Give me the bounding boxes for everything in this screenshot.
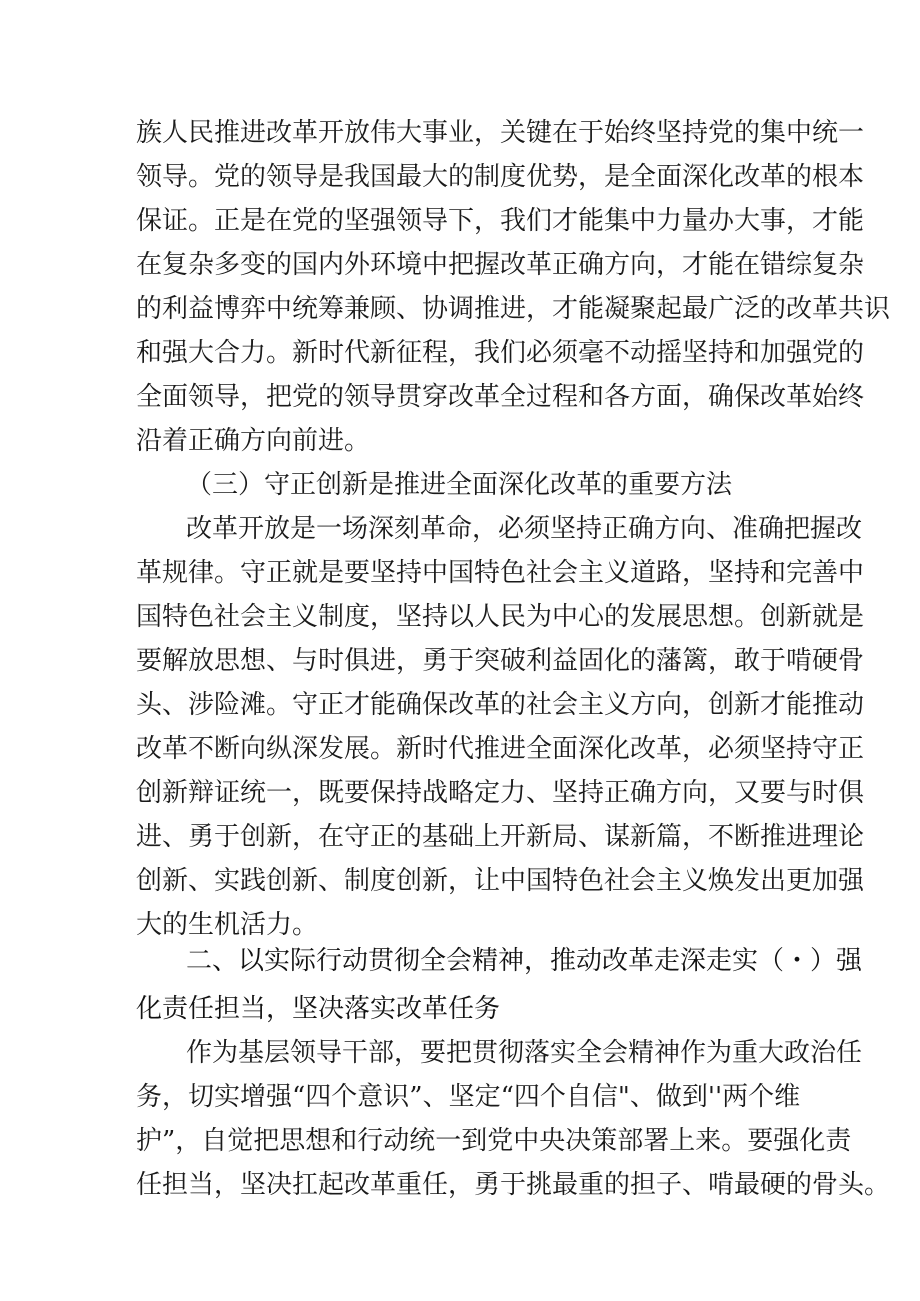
text-line: 的利益博弈中统筹兼顾、协调推进，才能凝聚起最广泛的改革共识 [136,294,891,324]
text-line: 改革开放是一场深刻革命，必须坚持正确方向、准确把握改 [186,514,863,544]
text-line: 创新、实践创新、制度创新，让中国特色社会主义焕发出更加强 [136,866,865,896]
text-line: 护”，自觉把思想和行动统一到党中央决策部署上来。要强化责 [136,1126,852,1156]
text-line: 作为基层领导干部，要把贯彻落实全会精神作为重大政治任 [186,1038,863,1068]
heading-line: 化责任担当，坚决落实改革任务 [136,994,501,1024]
text-line: 族人民推进改革开放伟大事业，关键在于始终坚持党的集中统一 [136,118,865,148]
text-line: 全面领导，把党的领导贯穿改革全过程和各方面，确保改革始终 [136,382,865,412]
subheading-three: （三）守正创新是推进全面深化改革的重要方法 [186,470,733,500]
text-line: 沿着正确方向前进。 [136,426,371,456]
text-line: 务，切实增强“四个意识”、坚定“四个自信"、做到''两个维 [136,1082,801,1112]
text-line: 创新辩证统一，既要保持战略定力、坚持正确方向，又要与时俱 [136,778,865,808]
heading-line: 二、以实际行动贯彻全会精神，推动改革走深走实（・）强 [186,946,863,976]
text-line: 在复杂多变的国内外环境中把握改革正确方向，才能在错综复杂 [136,250,865,280]
text-line: 进、勇于创新，在守正的基础上开新局、谋新篇，不断推进理论 [136,822,865,852]
text-line: 要解放思想、与时俱进，勇于突破利益固化的藩篱，敢于啃硬骨 [136,646,865,676]
text-line: 改革不断向纵深发展。新时代推进全面深化改革，必须坚持守正 [136,734,865,764]
text-line: 领导。党的领导是我国最大的制度优势，是全面深化改革的根本 [136,162,865,192]
text-line: 保证。正是在党的坚强领导下，我们才能集中力量办大事，才能 [136,206,865,236]
text-line: 头、涉险滩。守正才能确保改革的社会主义方向，创新才能推动 [136,690,865,720]
text-line: 大的生机活力。 [136,910,319,940]
text-line: 和强大合力。新时代新征程，我们必须毫不动摇坚持和加强党的 [136,338,865,368]
text-line: 任担当，坚决扛起改革重任，勇于挑最重的担子、啃最硬的骨头。 [136,1170,891,1200]
text-line: 革规律。守正就是要坚持中国特色社会主义道路，坚持和完善中 [136,558,865,588]
text-line: 国特色社会主义制度，坚持以人民为中心的发展思想。创新就是 [136,602,865,632]
